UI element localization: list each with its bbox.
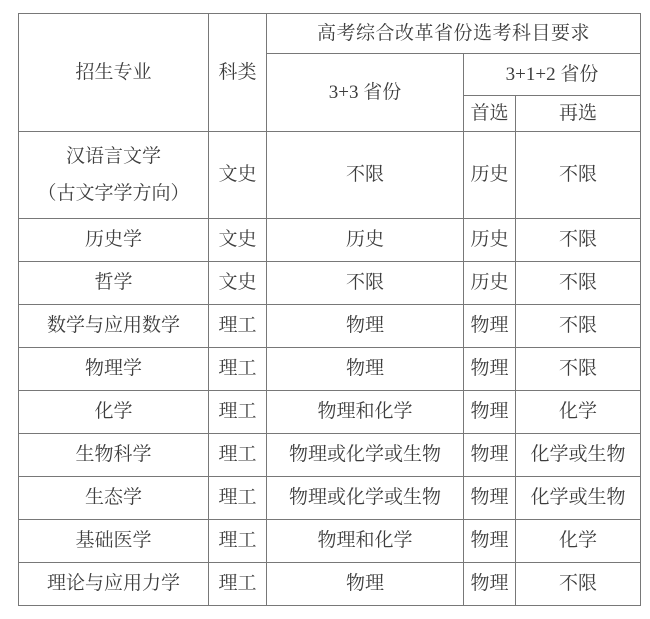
cell-category: 理工 — [209, 477, 267, 520]
cell-first-choice: 历史 — [464, 132, 516, 219]
major-name-line1: 汉语言文学 — [65, 145, 161, 167]
cell-first-choice: 历史 — [464, 219, 516, 262]
cell-major — [19, 132, 209, 219]
cell-3-3-requirement: 不限 — [267, 132, 464, 219]
cell-major: 生态学 — [19, 477, 209, 520]
cell-second-choice: 不限 — [516, 348, 641, 391]
cell-category: 理工 — [209, 348, 267, 391]
cell-major: 基础医学 — [19, 520, 209, 563]
cell-second-choice: 不限 — [516, 262, 641, 305]
cell-major: 化学 — [19, 391, 209, 434]
cell-second-choice: 不限 — [516, 305, 641, 348]
major-name-line2: （古文字学方向） — [37, 182, 190, 204]
cell-major: 生物科学 — [19, 434, 209, 477]
admissions-requirements-table — [18, 13, 641, 606]
cell-category: 理工 — [209, 305, 267, 348]
table-row — [19, 348, 641, 391]
cell-first-choice: 历史 — [464, 262, 516, 305]
header-row-1 — [19, 14, 641, 54]
cell-category: 文史 — [209, 262, 267, 305]
cell-major: 物理学 — [19, 348, 209, 391]
cell-3-3-requirement: 物理 — [267, 348, 464, 391]
cell-3-3-requirement: 物理 — [267, 305, 464, 348]
cell-second-choice: 不限 — [516, 219, 641, 262]
table-row — [19, 520, 641, 563]
header-3-3-provinces: 3+3 省份 — [267, 54, 464, 132]
header-first-choice: 首选 — [464, 96, 516, 132]
cell-second-choice: 化学或生物 — [516, 477, 641, 520]
cell-second-choice: 化学 — [516, 520, 641, 563]
cell-category: 理工 — [209, 391, 267, 434]
cell-3-3-requirement: 物理和化学 — [267, 391, 464, 434]
cell-category: 理工 — [209, 520, 267, 563]
header-major: 招生专业 — [19, 14, 209, 132]
table-row — [19, 477, 641, 520]
cell-3-3-requirement: 物理或化学或生物 — [267, 477, 464, 520]
cell-first-choice: 物理 — [464, 391, 516, 434]
table-row — [19, 132, 641, 219]
table-row — [19, 391, 641, 434]
table-row — [19, 434, 641, 477]
cell-category: 文史 — [209, 219, 267, 262]
cell-first-choice: 物理 — [464, 348, 516, 391]
table-row — [19, 563, 641, 606]
cell-second-choice: 不限 — [516, 132, 641, 219]
cell-category: 理工 — [209, 563, 267, 606]
cell-3-3-requirement: 物理或化学或生物 — [267, 434, 464, 477]
cell-second-choice: 不限 — [516, 563, 641, 606]
table-row — [19, 262, 641, 305]
cell-major: 数学与应用数学 — [19, 305, 209, 348]
cell-first-choice: 物理 — [464, 305, 516, 348]
cell-category: 理工 — [209, 434, 267, 477]
cell-first-choice: 物理 — [464, 520, 516, 563]
cell-second-choice: 化学 — [516, 391, 641, 434]
table-row — [19, 219, 641, 262]
cell-category: 文史 — [209, 132, 267, 219]
table-row — [19, 305, 641, 348]
cell-3-3-requirement: 物理 — [267, 563, 464, 606]
header-reform-title: 高考综合改革省份选考科目要求 — [267, 14, 641, 54]
cell-3-3-requirement: 不限 — [267, 262, 464, 305]
header-category: 科类 — [209, 14, 267, 132]
cell-3-3-requirement: 物理和化学 — [267, 520, 464, 563]
cell-second-choice: 化学或生物 — [516, 434, 641, 477]
cell-major: 哲学 — [19, 262, 209, 305]
cell-first-choice: 物理 — [464, 477, 516, 520]
cell-major: 历史学 — [19, 219, 209, 262]
cell-first-choice: 物理 — [464, 434, 516, 477]
cell-first-choice: 物理 — [464, 563, 516, 606]
header-second-choice: 再选 — [516, 96, 641, 132]
header-3-1-2-provinces: 3+1+2 省份 — [464, 54, 641, 96]
cell-3-3-requirement: 历史 — [267, 219, 464, 262]
cell-major: 理论与应用力学 — [19, 563, 209, 606]
